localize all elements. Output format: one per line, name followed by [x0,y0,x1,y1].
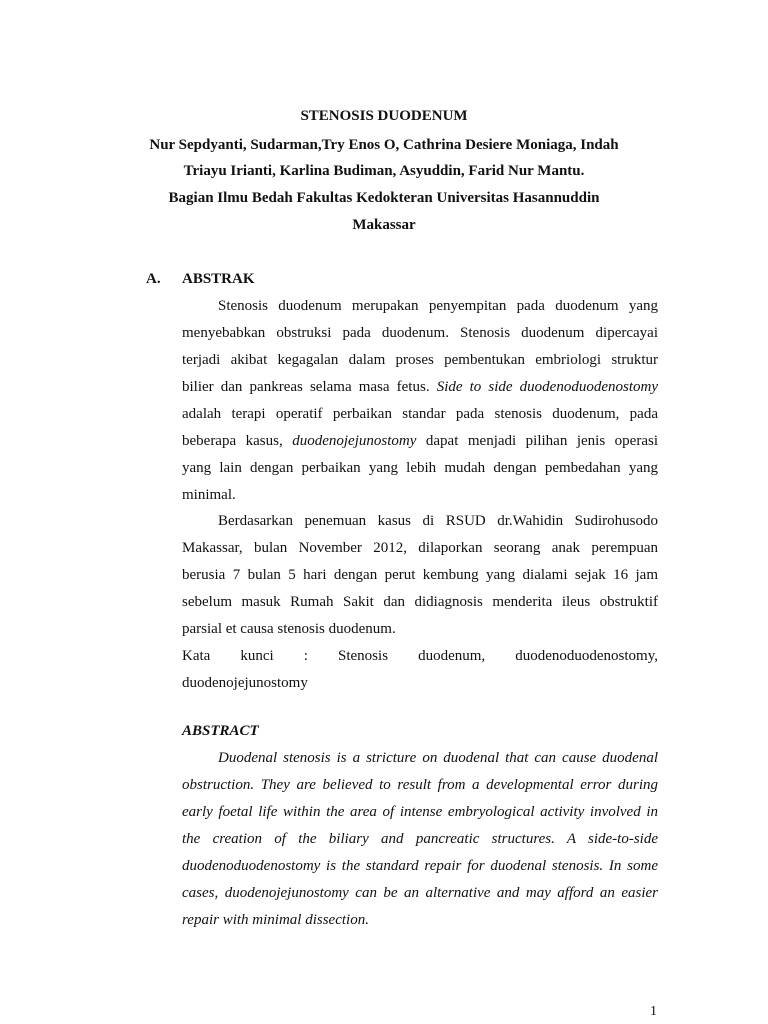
p1-line-1: Stenosis duodenum merupakan penyempitan pada duodenum yang [218,298,658,314]
p1-line-8: minimal. [182,487,236,503]
p1-line-3: terjadi akibat kegagalan dalam proses pembentukan embriologi struktur [182,352,658,368]
abstract-line-4: the creation of the biliary and pancreatic structures. A side-to-side [182,831,658,847]
p2-line-3: berusia 7 bulan 5 hari dengan perut kembung yang dialami sejak 16 jam [182,567,658,583]
p2-line-5: parsial et causa stenosis duodenum. [182,621,396,637]
keywords-row [182,643,658,670]
paper-title: STENOSIS DUODENUM [300,108,468,124]
p1-line-4-italic: Side to side duodenoduodenostomy [436,379,658,395]
keyword-duodenoduodenostomy: duodenoduodenostomy, [515,648,658,664]
keyword-duodenojejunostomy: duodenojejunostomy [182,675,308,691]
keyword-stenosis: Stenosis [338,648,389,664]
p1-line-6 [182,428,658,455]
abstract-line-1: Duodenal stenosis is a stricture on duodenal that can cause duodenal [218,750,658,766]
keyword-duodenum: duodenum, [418,648,486,664]
p1-line-5: adalah terapi operatif perbaikan standar pada stenosis duodenum, pada [182,406,658,422]
abstract-line-5: duodenoduodenostomy is the standard repair for duodenal stenosis. In some [182,858,658,874]
p1-line-4 [182,374,658,401]
keywords-colon: : [303,648,308,664]
p1-line-6-pre: beberapa kasus, [182,433,293,449]
section-title: ABSTRAK [182,271,255,287]
abstract-line-7: repair with minimal dissection. [182,912,369,928]
p2-line-4: sebelum masuk Rumah Sakit dan didiagnosis menderita ileus obstruktif [182,594,658,610]
affiliation-line-2: Makassar [352,217,416,233]
p2-line-1: Berdasarkan penemuan kasus di RSUD dr.Wahidin Sudirohusodo [218,513,658,529]
keywords-label-kunci: kunci [240,648,274,664]
section-a-heading [146,271,255,288]
keywords-label-kata: Kata [182,648,211,664]
authors-line-1: Nur Sepdyanti, Sudarman,Try Enos O, Cathrina Desiere Moniaga, Indah [149,137,619,153]
abstract-line-3: early foetal life within the area of intense embryological activity involved in [182,804,658,820]
p1-line-2: menyebabkan obstruksi pada duodenum. Stenosis duodenum dipercayai [182,325,658,341]
abstract-line-2: obstruction. They are believed to result from a developmental error during [182,777,658,793]
page-number: 1 [650,1004,657,1019]
section-letter: A. [146,271,161,287]
abstrak-paragraph-1 [182,293,658,509]
abstrak-paragraph-2 [182,508,658,643]
affiliation-line-1: Bagian Ilmu Bedah Fakultas Kedokteran Universitas Hasannuddin [168,190,600,206]
authors-line-2: Triayu Irianti, Karlina Budiman, Asyuddin, Farid Nur Mantu. [183,163,585,179]
abstract-paragraph [182,745,658,934]
abstract-heading: ABSTRACT [182,723,259,739]
p1-line-4-text: bilier dan pankreas selama masa fetus. [182,379,437,395]
p2-line-2: Makassar, bulan November 2012, dilaporkan seorang anak perempuan [182,540,658,556]
p1-line-7: yang lain dengan perbaikan yang lebih mudah dengan pembedahan yang [182,460,658,476]
p1-line-6-post: dapat menjadi pilihan jenis operasi [416,433,658,449]
p1-line-6-italic: duodenojejunostomy [292,433,417,449]
abstract-line-6: cases, duodenojejunostomy can be an alternative and may afford an easier [182,885,658,901]
keywords-block [182,643,658,697]
